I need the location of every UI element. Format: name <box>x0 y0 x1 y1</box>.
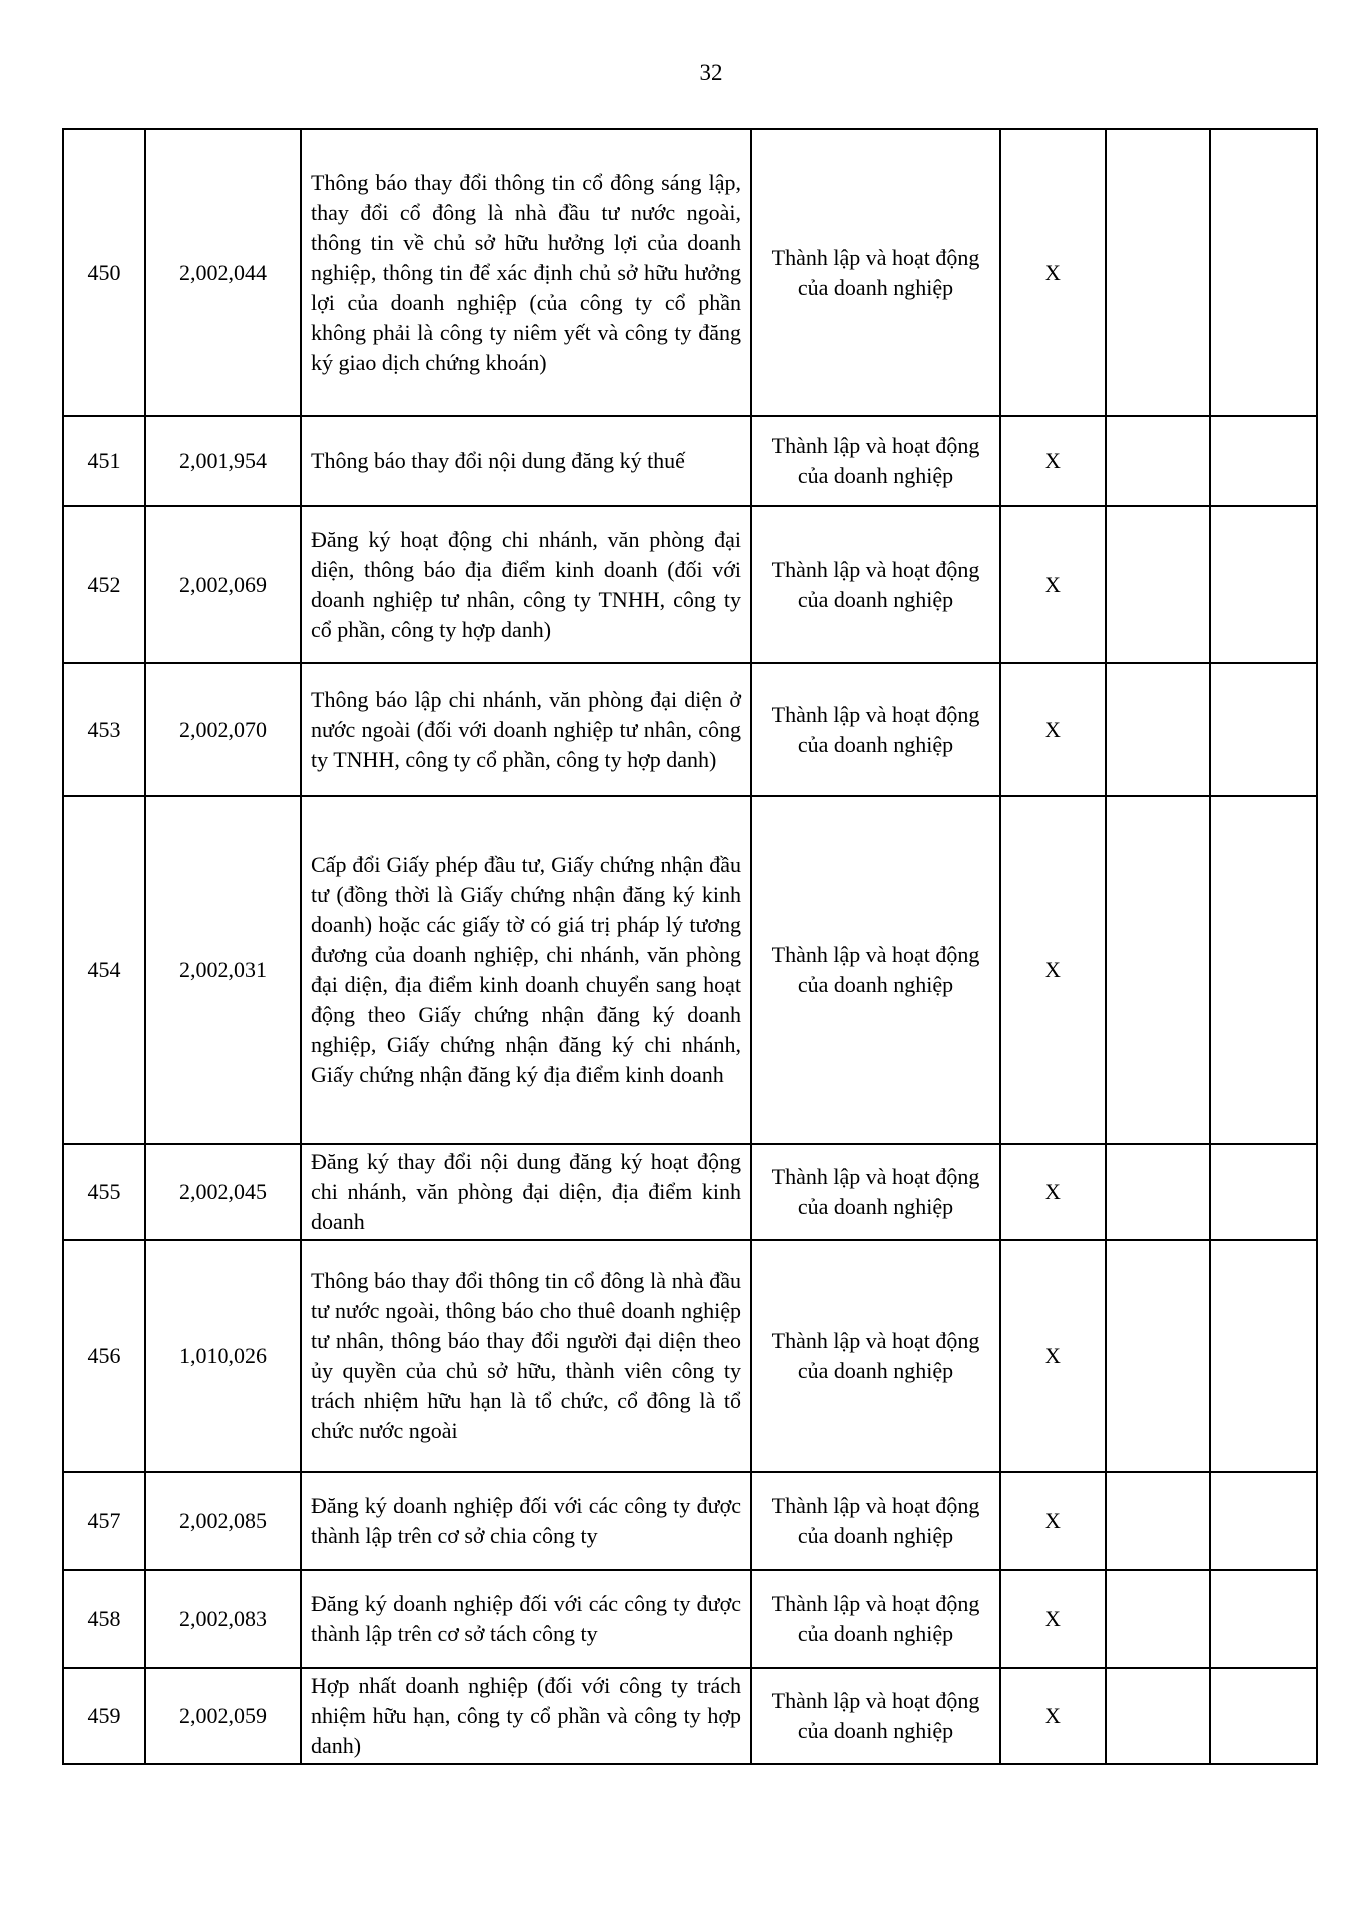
page-number: 32 <box>699 60 723 85</box>
procedure-description-cell: Thông báo thay đổi nội dung đăng ký thuế <box>301 416 751 506</box>
mark-cell: X <box>1000 1144 1106 1240</box>
procedure-code-cell: 2,002,069 <box>145 506 301 663</box>
empty-cell-1 <box>1106 1668 1210 1764</box>
empty-cell-1 <box>1106 129 1210 416</box>
empty-cell-1 <box>1106 506 1210 663</box>
procedure-code-cell: 1,010,026 <box>145 1240 301 1472</box>
procedure-code-cell: 2,002,044 <box>145 129 301 416</box>
procedure-description-cell: Đăng ký hoạt động chi nhánh, văn phòng đại diện, thông báo địa điểm kinh doanh (đối với doanh nghiệp tư nhân, công ty TNHH, công ty cổ phần, công ty hợp danh) <box>301 506 751 663</box>
table-row <box>63 796 1317 1144</box>
category-cell: Thành lập và hoạt động của doanh nghiệp <box>751 506 1000 663</box>
category-cell: Thành lập và hoạt động của doanh nghiệp <box>751 1472 1000 1570</box>
mark-cell: X <box>1000 1668 1106 1764</box>
category-cell: Thành lập và hoạt động của doanh nghiệp <box>751 1570 1000 1668</box>
category-cell: Thành lập và hoạt động của doanh nghiệp <box>751 416 1000 506</box>
category-cell: Thành lập và hoạt động của doanh nghiệp <box>751 1668 1000 1764</box>
row-number-cell: 451 <box>63 416 145 506</box>
empty-cell-1 <box>1106 416 1210 506</box>
procedure-description-cell: Cấp đổi Giấy phép đầu tư, Giấy chứng nhận đầu tư (đồng thời là Giấy chứng nhận đăng ký kinh doanh) hoặc các giấy tờ có giá trị pháp lý tương đương của doanh nghiệp, chi nhánh, văn phòng đại diện, địa điểm kinh doanh chuyển sang hoạt động theo Giấy chứng nhận đăng ký doanh nghiệp, Giấy chứng nhận đăng ký chi nhánh, Giấy chứng nhận đăng ký địa điểm kinh doanh <box>301 796 751 1144</box>
table-row <box>63 1240 1317 1472</box>
empty-cell-1 <box>1106 1570 1210 1668</box>
empty-cell-1 <box>1106 1144 1210 1240</box>
row-number-cell: 459 <box>63 1668 145 1764</box>
mark-cell: X <box>1000 129 1106 416</box>
procedure-code-cell: 2,001,954 <box>145 416 301 506</box>
empty-cell-2 <box>1210 1570 1317 1668</box>
row-number-cell: 458 <box>63 1570 145 1668</box>
procedure-code-cell: 2,002,070 <box>145 663 301 796</box>
category-cell: Thành lập và hoạt động của doanh nghiệp <box>751 1144 1000 1240</box>
procedure-description-cell: Thông báo thay đổi thông tin cổ đông là nhà đầu tư nước ngoài, thông báo cho thuê doanh nghiệp tư nhân, thông báo thay đổi người đại diện theo ủy quyền của chủ sở hữu, thành viên công ty trách nhiệm hữu hạn là tổ chức, cổ đông là tổ chức nước ngoài <box>301 1240 751 1472</box>
empty-cell-2 <box>1210 1240 1317 1472</box>
mark-cell: X <box>1000 416 1106 506</box>
mark-cell: X <box>1000 1472 1106 1570</box>
mark-cell: X <box>1000 796 1106 1144</box>
row-number-cell: 455 <box>63 1144 145 1240</box>
procedure-description-cell: Thông báo thay đổi thông tin cổ đông sáng lập, thay đổi cổ đông là nhà đầu tư nước ngoài, thông tin về chủ sở hữu hưởng lợi của doanh nghiệp, thông tin để xác định chủ sở hữu hưởng lợi của doanh nghiệp (của công ty cổ phần không phải là công ty niêm yết và công ty đăng ký giao dịch chứng khoán) <box>301 129 751 416</box>
procedure-description-cell: Đăng ký doanh nghiệp đối với các công ty được thành lập trên cơ sở tách công ty <box>301 1570 751 1668</box>
procedure-code-cell: 2,002,083 <box>145 1570 301 1668</box>
procedure-description-cell: Đăng ký thay đổi nội dung đăng ký hoạt động chi nhánh, văn phòng đại diện, địa điểm kinh doanh <box>301 1144 751 1240</box>
empty-cell-1 <box>1106 663 1210 796</box>
empty-cell-1 <box>1106 796 1210 1144</box>
procedure-description-cell: Hợp nhất doanh nghiệp (đối với công ty trách nhiệm hữu hạn, công ty cổ phần và công ty hợp danh) <box>301 1668 751 1764</box>
table-row <box>63 1668 1317 1764</box>
row-number-cell: 450 <box>63 129 145 416</box>
row-number-cell: 454 <box>63 796 145 1144</box>
empty-cell-2 <box>1210 663 1317 796</box>
empty-cell-2 <box>1210 129 1317 416</box>
table-row <box>63 129 1317 416</box>
empty-cell-2 <box>1210 1668 1317 1764</box>
empty-cell-2 <box>1210 796 1317 1144</box>
empty-cell-2 <box>1210 1472 1317 1570</box>
table-row <box>63 506 1317 663</box>
empty-cell-2 <box>1210 416 1317 506</box>
mark-cell: X <box>1000 506 1106 663</box>
row-number-cell: 457 <box>63 1472 145 1570</box>
empty-cell-2 <box>1210 506 1317 663</box>
table-row <box>63 1144 1317 1240</box>
procedures-table <box>62 128 1318 1765</box>
procedure-description-cell: Thông báo lập chi nhánh, văn phòng đại diện ở nước ngoài (đối với doanh nghiệp tư nhân, công ty TNHH, công ty cổ phần, công ty hợp danh) <box>301 663 751 796</box>
procedure-code-cell: 2,002,085 <box>145 1472 301 1570</box>
mark-cell: X <box>1000 1240 1106 1472</box>
empty-cell-2 <box>1210 1144 1317 1240</box>
category-cell: Thành lập và hoạt động của doanh nghiệp <box>751 1240 1000 1472</box>
procedures-table-body <box>63 129 1317 1764</box>
mark-cell: X <box>1000 1570 1106 1668</box>
table-row <box>63 1570 1317 1668</box>
row-number-cell: 453 <box>63 663 145 796</box>
empty-cell-1 <box>1106 1472 1210 1570</box>
procedure-code-cell: 2,002,045 <box>145 1144 301 1240</box>
procedure-code-cell: 2,002,031 <box>145 796 301 1144</box>
table-row <box>63 1472 1317 1570</box>
row-number-cell: 456 <box>63 1240 145 1472</box>
procedure-code-cell: 2,002,059 <box>145 1668 301 1764</box>
category-cell: Thành lập và hoạt động của doanh nghiệp <box>751 129 1000 416</box>
procedure-description-cell: Đăng ký doanh nghiệp đối với các công ty được thành lập trên cơ sở chia công ty <box>301 1472 751 1570</box>
table-row <box>63 663 1317 796</box>
row-number-cell: 452 <box>63 506 145 663</box>
empty-cell-1 <box>1106 1240 1210 1472</box>
category-cell: Thành lập và hoạt động của doanh nghiệp <box>751 796 1000 1144</box>
mark-cell: X <box>1000 663 1106 796</box>
category-cell: Thành lập và hoạt động của doanh nghiệp <box>751 663 1000 796</box>
table-row <box>63 416 1317 506</box>
